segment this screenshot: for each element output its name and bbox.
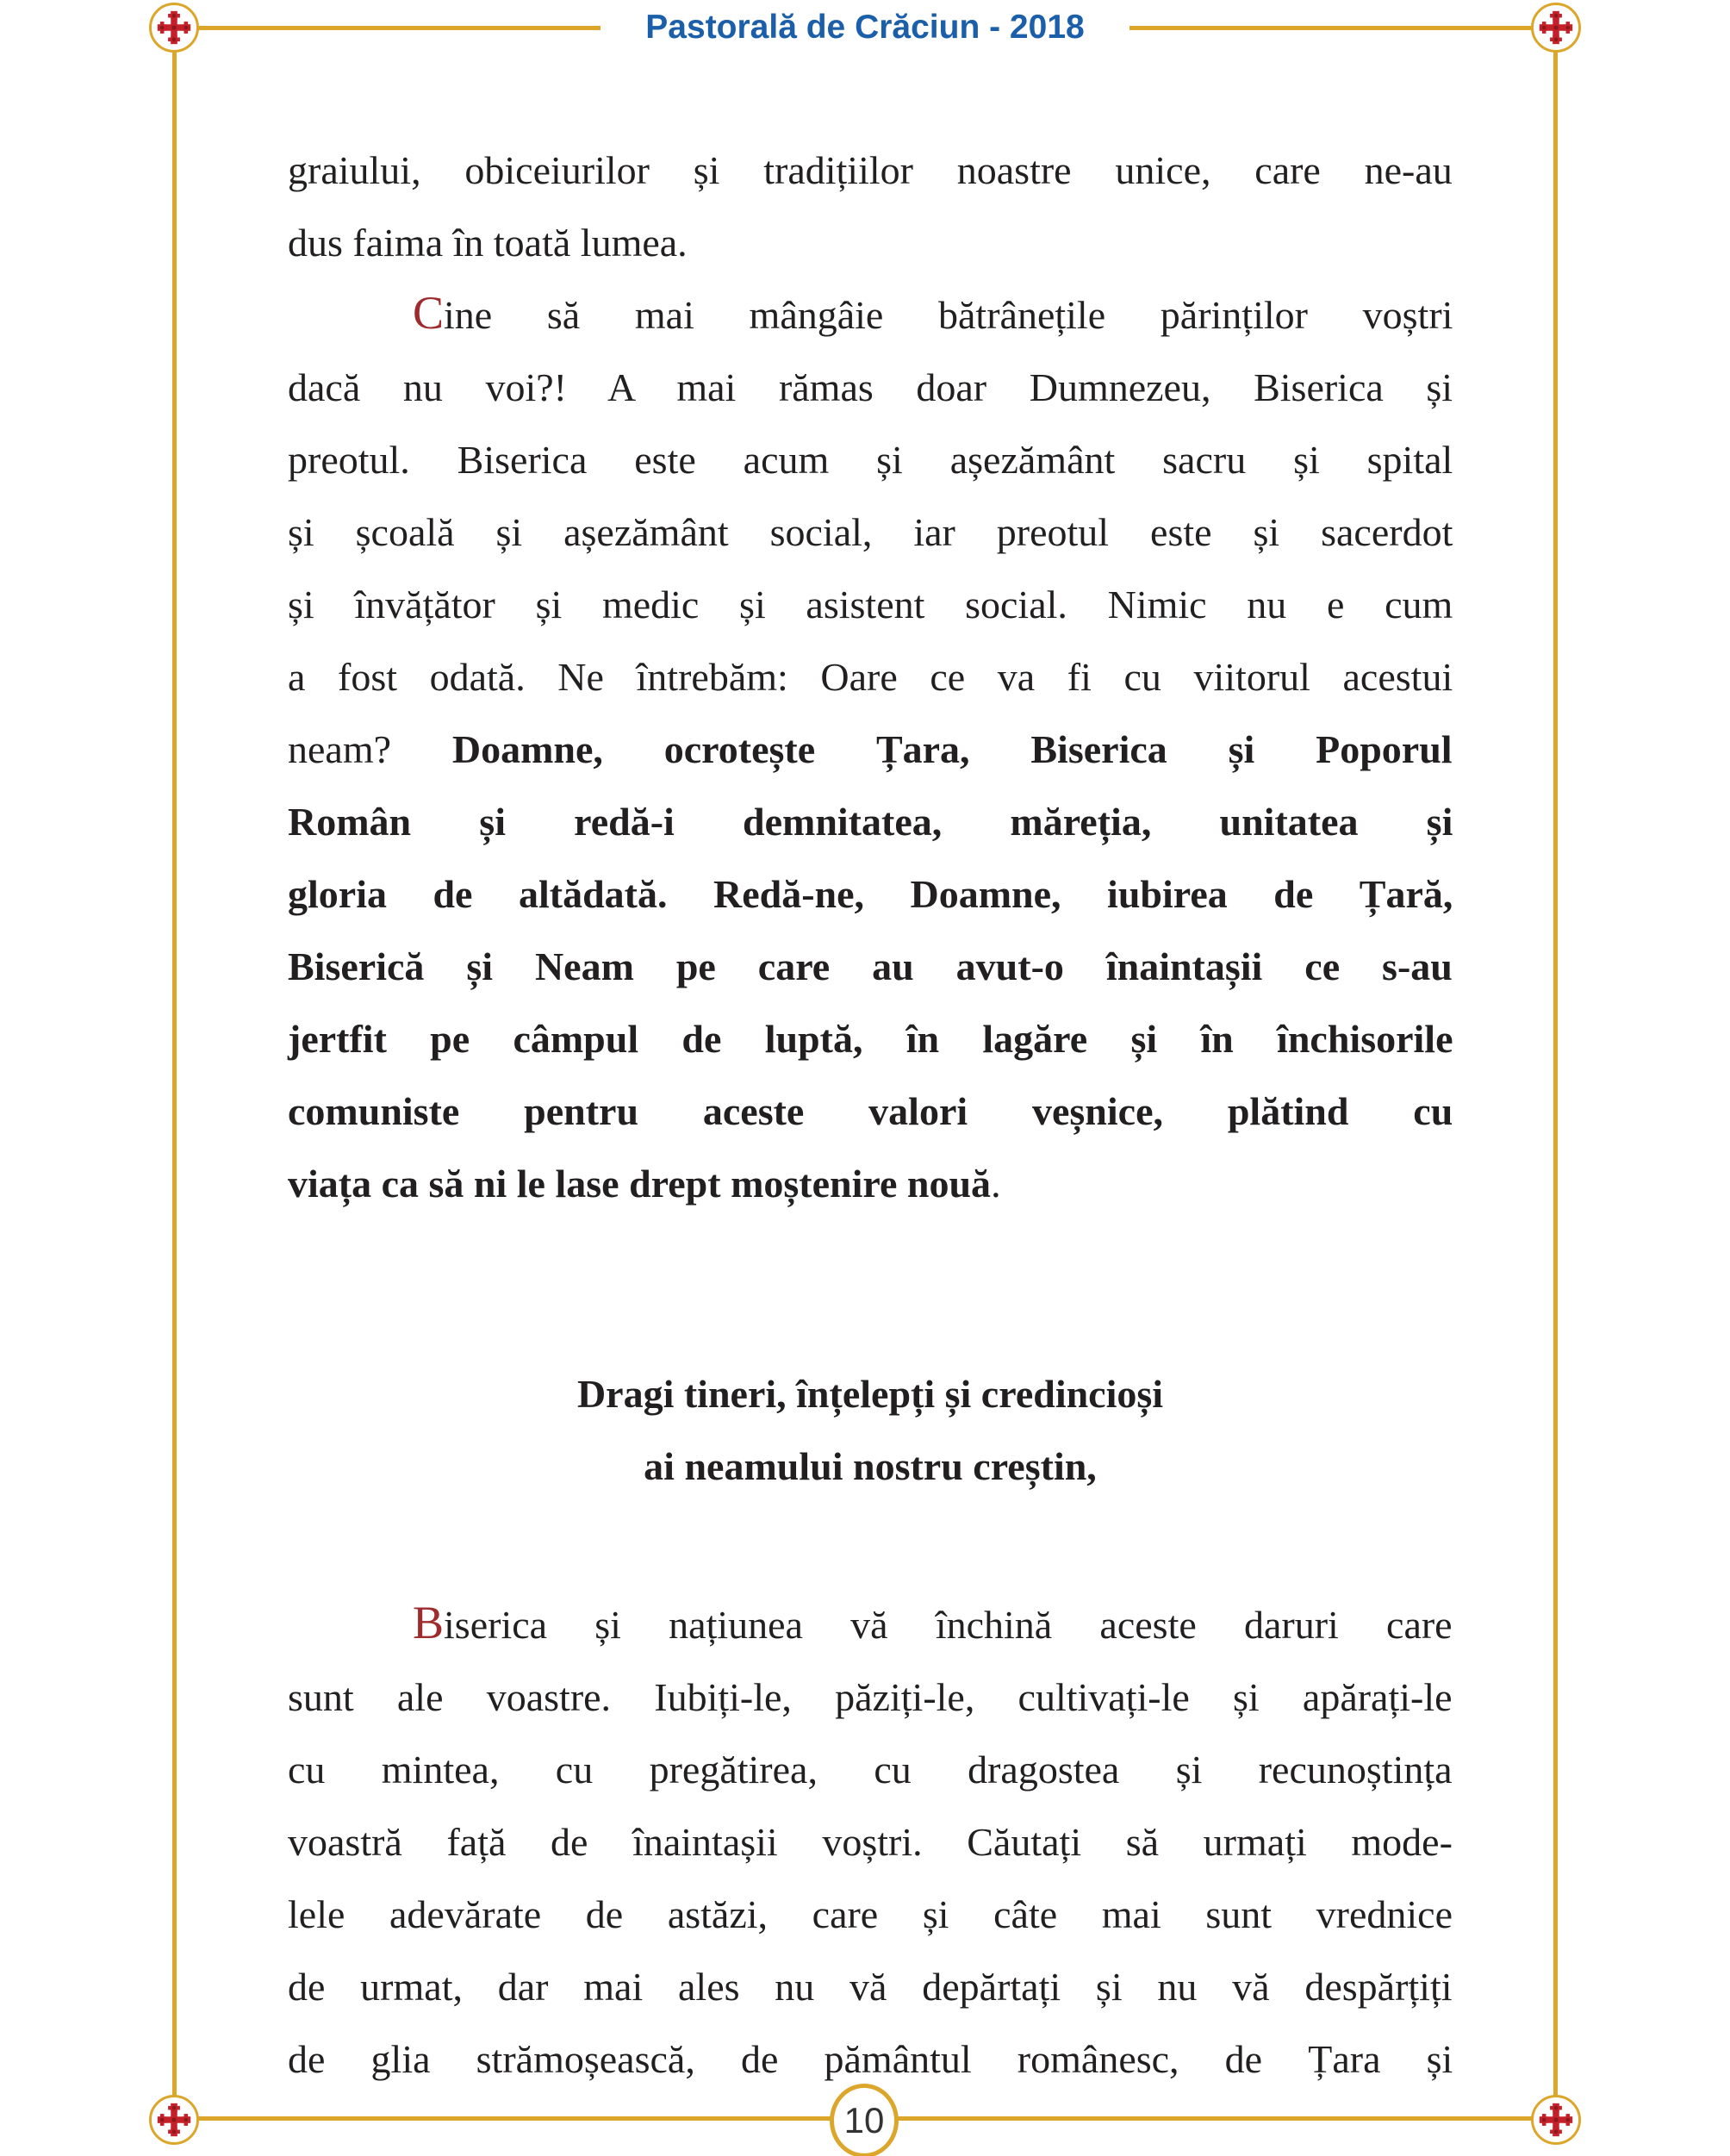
text-segment: dacă nu voi?! A mai rămas doar Dumnezeu, Biserica și — [288, 365, 1453, 409]
text-line-content — [288, 1734, 1453, 1806]
text-segment: iserica și națiunea vă închină aceste daruri care — [444, 1603, 1453, 1647]
cross-stitch-motif — [1536, 2100, 1576, 2140]
text-line — [288, 1430, 1453, 1503]
text-line — [288, 858, 1453, 931]
text-line — [288, 1734, 1453, 1806]
frame-rule-left — [172, 26, 177, 2122]
text-line — [288, 1661, 1453, 1734]
text-line — [288, 1806, 1453, 1879]
text-line-content — [288, 424, 1453, 496]
text-line-content — [288, 1806, 1453, 1879]
text-line — [288, 1589, 1453, 1661]
text-line — [288, 713, 1453, 786]
text-line-content — [413, 279, 1453, 352]
text-segment: Biserică și Neam pe care au avut-o înaintașii ce s-au — [288, 944, 1453, 988]
text-line-content — [288, 858, 1453, 931]
text-line-content — [288, 1951, 1453, 2023]
text-line — [288, 1075, 1453, 1148]
text-block — [288, 0, 1453, 2156]
text-segment: Dragi tineri, înțelepți și credincioși — [576, 1372, 1164, 1416]
corner-ornament-bottom-right — [1531, 2095, 1581, 2145]
text-segment: neam? — [288, 727, 452, 771]
text-line — [288, 1003, 1453, 1075]
text-segment: voastră față de înaintașii voștri. Căutați să urmați mode- — [288, 1820, 1453, 1864]
text-segment: sunt ale voastre. Iubiți-le, păziți-le, cultivați-le și apărați-le — [288, 1675, 1453, 1719]
drop-cap-initial: B — [413, 1597, 445, 1648]
text-segment: lele adevărate de astăzi, care și câte mai sunt vrednice — [288, 1892, 1453, 1936]
text-segment: jertfit pe câmpul de luptă, în lagăre și în închisorile — [288, 1017, 1453, 1061]
text-line-content — [644, 1430, 1097, 1503]
text-segment: Doamne, ocrotește Țara, Biserica și Poporul — [451, 727, 1453, 771]
text-line-content — [288, 352, 1453, 424]
text-line-content — [288, 641, 1453, 713]
text-line — [288, 569, 1453, 641]
text-segment: graiului, obiceiurilor și tradițiilor noastre unice, care ne-au — [288, 148, 1453, 192]
text-line-content — [577, 1358, 1163, 1430]
drop-cap-initial: C — [413, 287, 445, 339]
text-segment: de urmat, dar mai ales nu vă depărtați și nu vă despărțiți — [288, 1965, 1453, 2009]
text-line — [288, 496, 1453, 569]
text-line-content — [288, 207, 688, 279]
text-line — [288, 2023, 1453, 2096]
page-header-title: Pastorală de Crăciun - 2018 — [601, 0, 1129, 55]
text-line-content — [288, 1879, 1453, 1951]
text-segment: ine să mai mângâie bătrânețile părinților voștri — [444, 293, 1453, 337]
cross-stitch-motif — [154, 8, 194, 47]
text-line — [288, 207, 1453, 279]
text-segment: dus faima în toată lumea. — [288, 221, 688, 265]
cross-stitch-motif — [154, 2100, 194, 2140]
text-line — [288, 279, 1453, 352]
text-segment: viața ca să ni le lase drept moștenire nouă — [288, 1162, 992, 1206]
text-segment: a fost odată. Ne întrebăm: Oare ce va fi cu viitorul acestui — [288, 655, 1453, 699]
text-segment: ai neamului nostru creștin, — [644, 1444, 1097, 1488]
text-segment: și școală și așezământ social, iar preotul este și sacerdot — [288, 510, 1453, 554]
text-line-content — [288, 496, 1453, 569]
page-number: 10 — [843, 2100, 885, 2140]
text-line — [288, 424, 1453, 496]
text-line — [288, 931, 1453, 1003]
text-line — [288, 786, 1453, 858]
text-line-content — [288, 1148, 1001, 1220]
text-line — [288, 1951, 1453, 2023]
text-segment: . — [991, 1162, 1001, 1206]
text-line — [288, 1148, 1453, 1220]
text-segment: de glia strămoșească, de pământul românesc, de Țara și — [288, 2037, 1453, 2081]
text-line-content — [288, 1075, 1453, 1148]
frame-rule-right — [1553, 26, 1558, 2122]
text-segment: preotul. Biserica este acum și așezământ sacru și spital — [288, 438, 1453, 482]
corner-ornament-top-left — [149, 3, 199, 53]
corner-ornament-bottom-left — [149, 2095, 199, 2145]
text-line — [288, 1879, 1453, 1951]
text-line-content — [288, 786, 1453, 858]
cross-stitch-motif — [1536, 8, 1576, 47]
text-line-content — [288, 134, 1453, 207]
text-line-content — [288, 1661, 1453, 1734]
text-line-content — [413, 1589, 1453, 1661]
corner-ornament-top-right — [1531, 3, 1581, 53]
text-line — [288, 352, 1453, 424]
text-segment: și învățător și medic și asistent social. Nimic nu e cum — [288, 583, 1453, 626]
text-segment: cu mintea, cu pregătirea, cu dragostea și recunoștința — [288, 1748, 1453, 1791]
text-line-content — [288, 931, 1453, 1003]
text-segment: Român și redă-i demnitatea, măreția, unitatea și — [288, 800, 1453, 844]
text-line-content — [288, 569, 1453, 641]
text-segment: comuniste pentru aceste valori veșnice, plătind cu — [288, 1089, 1453, 1133]
text-segment: gloria de altădată. Redă-ne, Doamne, iubirea de Țară, — [288, 872, 1453, 916]
text-line-content — [288, 1003, 1453, 1075]
text-line-content — [288, 2023, 1453, 2096]
text-line-content — [288, 713, 1453, 786]
text-line — [288, 1358, 1453, 1430]
text-line — [288, 641, 1453, 713]
text-line — [288, 134, 1453, 207]
